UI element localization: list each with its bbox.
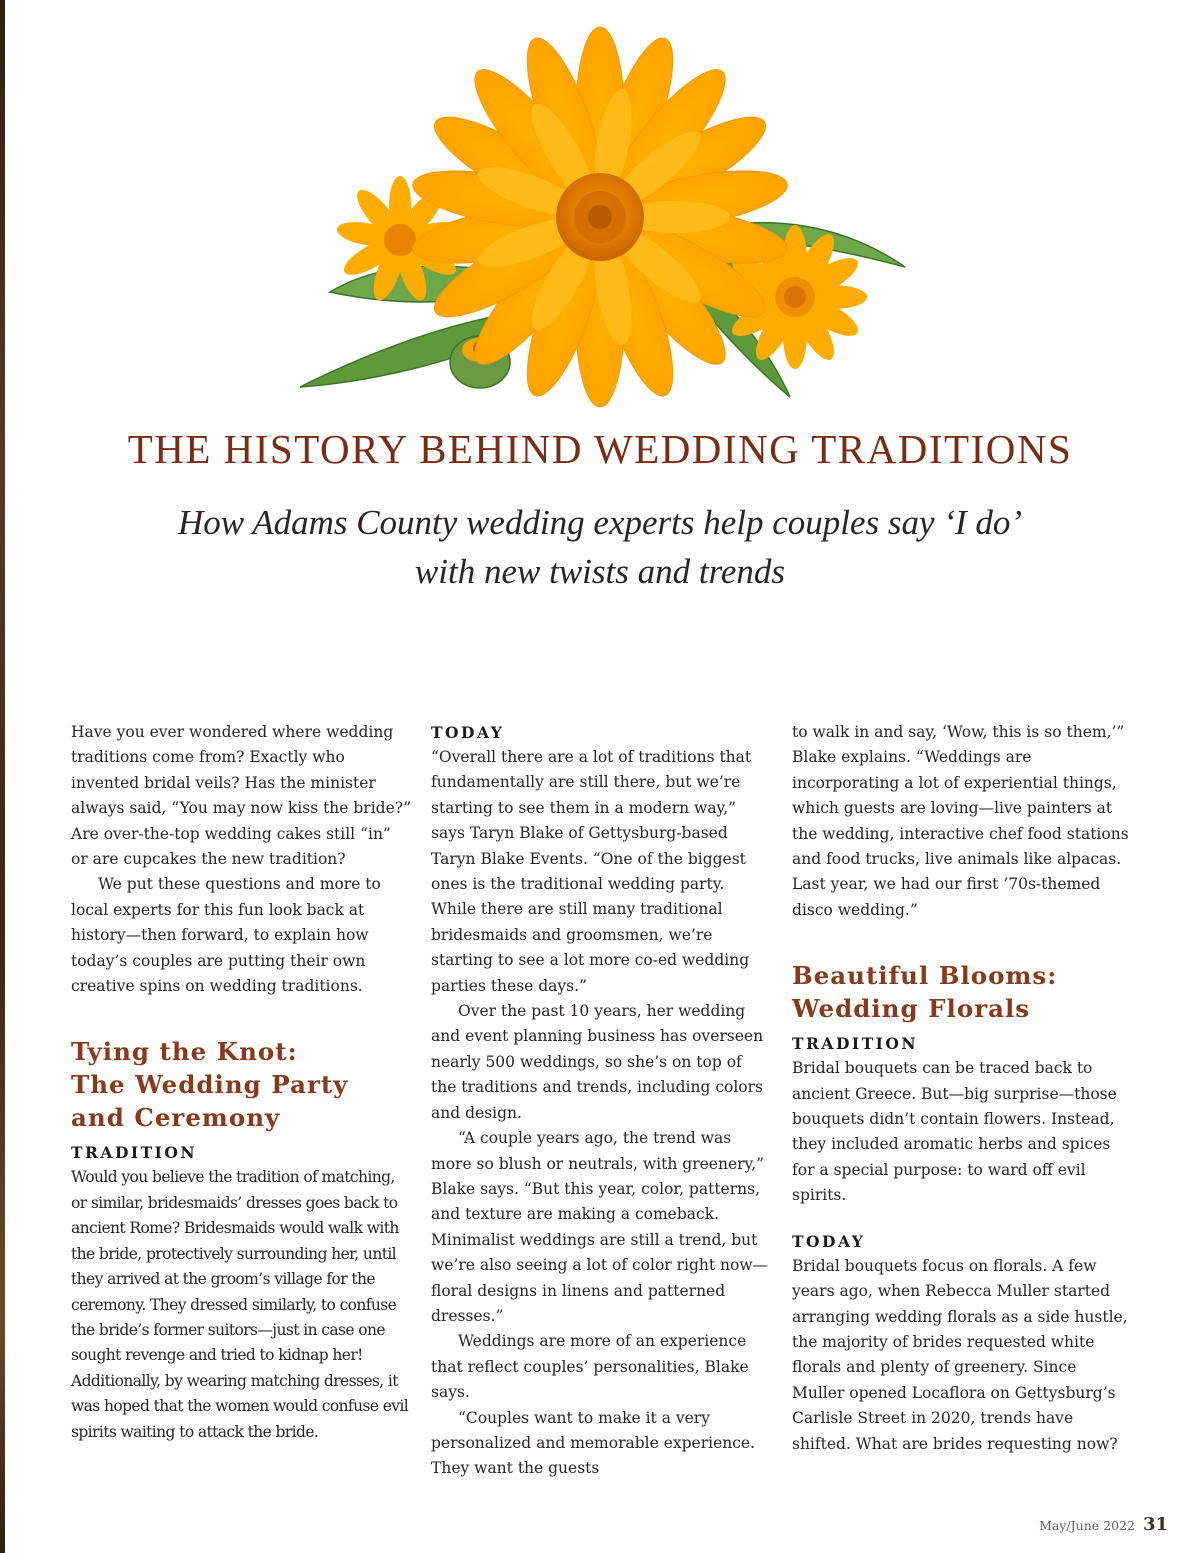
column-2: [431, 720, 771, 1482]
column-3: [792, 720, 1132, 1457]
subtitle-line-2: with new twists and trends: [414, 552, 786, 591]
today-paragraph: Bridal bouquets focus on florals. A few years ago, when Rebecca Muller started arranging wedding florals as a side hustle, the majority of brides requested white florals and plenty of greenery. Since Muller opened Locaflora on Gettysburg’s Carlisle Street in 2020, trends have shifted. What are brides requesting now?: [792, 1256, 1128, 1453]
article-subtitle: [80, 498, 1120, 596]
continued-paragraph: to walk in and say, ‘Wow, this is so them,’” Blake explains. “Weddings are incorporating a lot of experiential things, which guests are loving—live painters at the wedding, interactive chef food stations and food trucks, live animals like alpacas. Last year, we had our first ’70s-themed disco wedding.”: [792, 723, 1129, 919]
section-heading-line: Beautiful Blooms:: [792, 961, 1058, 991]
section-heading-line: The Wedding Party: [71, 1070, 349, 1100]
today-paragraph-5: “Couples want to make it a very personalized and memorable experience. They want the guests: [431, 1408, 756, 1478]
section-heading-wedding-party: [71, 1035, 411, 1134]
section-heading-line: Wedding Florals: [792, 994, 1031, 1024]
tradition-paragraph: Bridal bouquets can be traced back to ancient Greece. But—big surprise—those bouquets didn’t contain flowers. Instead, they included aromatic herbs and spices for a special purpose: to ward off evil spirits.: [792, 1059, 1117, 1205]
today-paragraph-1: “Overall there are a lot of traditions that fundamentally are still there, but we’re starting to see them in a modern way,” says Taryn Blake of Gettysburg-based Taryn Blake Events. “One of the biggest ones is the traditional wedding party. While there are still many traditional bridesmaids and groomsmen, we’re starting to see a lot more co-ed wedding parties these days.”: [431, 748, 752, 995]
tradition-label: TRADITION: [71, 1143, 198, 1163]
column-1: [71, 720, 411, 1445]
today-paragraph-2: Over the past 10 years, her wedding and event planning business has overseen nearly 500 weddings, so she’s on top of the traditions and trends, including colors and design.: [431, 1002, 764, 1122]
today-label: TODAY: [431, 723, 505, 742]
page-number: 31: [1142, 1514, 1168, 1535]
article-title: THE HISTORY BEHIND WEDDING TRADITIONS: [127, 426, 1073, 472]
calendula-flowers-image: [290, 22, 910, 422]
tradition-label: TRADITION: [792, 1034, 919, 1054]
section-heading-line: and Ceremony: [71, 1103, 281, 1133]
page-edge-strip: [0, 0, 5, 1553]
intro-paragraph-1: Have you ever wondered where wedding traditions come from? Exactly who invented bridal veils? Has the minister always said, “You may now kiss the bride?” Are over-the-top wedding cakes still “in” or are cupcakes the new tradition?: [71, 723, 412, 869]
issue-date: May/June 2022: [1039, 1518, 1135, 1533]
section-heading-florals: [792, 959, 1132, 1025]
section-heading-line: Tying the Knot:: [71, 1037, 298, 1067]
tradition-paragraph: Would you believe the tradition of matching, or similar, bridesmaids’ dresses goes back to ancient Rome? Bridesmaids would walk with the bride, protectively surrounding her, until they arrived at the groom’s village for the ceremony. They dressed similarly, to confuse the bride’s former suitors—just in case one sought revenge and tried to kidnap her! Additionally, by wearing matching dresses, it was hoped that the women would confuse evil spirits waiting to attack the bride.: [71, 1168, 409, 1441]
page-footer: [1039, 1514, 1168, 1535]
subtitle-line-1: How Adams County wedding experts help couples say ‘I do’: [177, 503, 1023, 542]
today-paragraph-3: “A couple years ago, the trend was more so blush or neutrals, with greenery,” Blake says. “But this year, color, patterns, and texture are making a comeback. Minimalist weddings are still a trend, but we’re also seeing a lot of color right now—floral designs in linens and patterned dresses.”: [431, 1129, 769, 1325]
intro-paragraph-2: We put these questions and more to local experts for this fun look back at history—then forward, to explain how today’s couples are putting their own creative spins on wedding traditions.: [71, 875, 381, 996]
today-label: TODAY: [792, 1231, 866, 1251]
today-paragraph-4: Weddings are more of an experience that reflect couples’ personalities, Blake says.: [431, 1332, 749, 1402]
